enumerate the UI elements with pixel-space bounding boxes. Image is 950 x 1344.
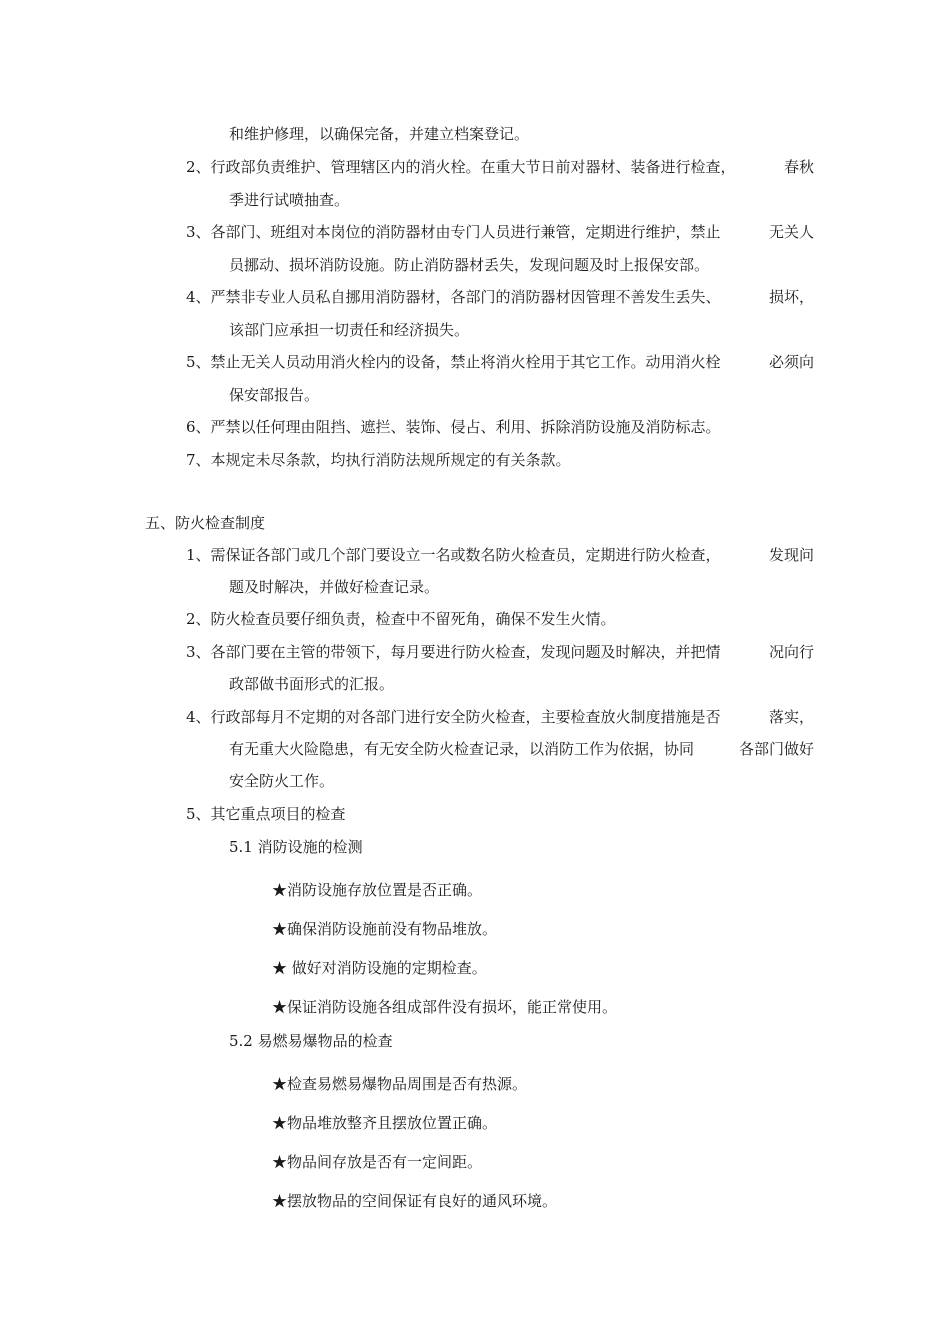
list-item-3-line: [186, 222, 814, 242]
subsection-title: 5.2 易燃易爆物品的检查: [229, 1032, 393, 1050]
list-item-3-line: [186, 642, 814, 662]
list-item-5: 5、其它重点项目的检查: [186, 805, 346, 823]
section-heading: 五、防火检查制度: [145, 514, 266, 532]
bullet-item: ★消防设施存放位置是否正确。: [272, 881, 483, 899]
text-segment: 落实，: [768, 708, 814, 726]
text-segment: 况向行: [768, 643, 814, 661]
text-segment: 有无重大火险隐患，有无安全防火检查记录，以消防工作为依据，协同: [229, 740, 695, 758]
bullet-item: ★ 做好对消防设施的定期检查。: [272, 959, 487, 977]
text-segment: 2、行政部负责维护、管理辖区内的消火栓。在重大节日前对器材、装备进行检查，: [186, 158, 736, 176]
text-segment: 无关人: [768, 223, 814, 241]
paragraph-line: 政部做书面形式的汇报。: [229, 675, 395, 693]
text-segment: 春秋: [783, 158, 814, 176]
paragraph-line: 员挪动、损坏消防设施。防止消防器材丢失，发现问题及时上报保安部。: [229, 256, 710, 274]
paragraph-line: 安全防火工作。: [229, 772, 335, 790]
text-segment: 1、需保证各部门或几个部门要设立一名或数名防火检查员，定期进行防火检查，: [186, 546, 721, 564]
text-segment: 3、各部门、班组对本岗位的消防器材由专门人员进行兼管，定期进行维护，禁止: [186, 223, 721, 241]
text-segment: 3、各部门要在主管的带领下，每月要进行防火检查，发现问题及时解决，并把情: [186, 643, 721, 661]
list-item-4-line: [186, 287, 814, 307]
list-item-2-line: [186, 157, 814, 177]
bullet-item: ★物品间存放是否有一定间距。: [272, 1153, 483, 1171]
paragraph-line: 和维护修理，以确保完备，并建立档案登记。: [229, 125, 530, 143]
list-item-6: 6、严禁以任何理由阻挡、遮拦、装饰、侵占、利用、拆除消防设施及消防标志。: [186, 418, 721, 436]
paragraph-line: 题及时解决，并做好检查记录。: [229, 578, 440, 596]
list-item-5-line: [186, 352, 814, 372]
text-segment: 4、严禁非专业人员私自挪用消防器材，各部门的消防器材因管理不善发生丢失、: [186, 288, 721, 306]
paragraph-line: 季进行试喷抽查。: [229, 191, 350, 209]
text-segment: 5、禁止无关人员动用消火栓内的设备，禁止将消火栓用于其它工作。动用消火栓: [186, 353, 721, 371]
text-segment: 4、行政部每月不定期的对各部门进行安全防火检查，主要检查放火制度措施是否: [186, 708, 721, 726]
text-segment: 各部门做好: [738, 740, 814, 758]
list-item-4-line: [186, 707, 814, 727]
text-segment: 必须向: [768, 353, 814, 371]
text-segment: 损坏，: [768, 288, 814, 306]
bullet-item: ★保证消防设施各组成部件没有损坏，能正常使用。: [272, 998, 618, 1016]
list-item-2: 2、防火检查员要仔细负责，检查中不留死角，确保不发生火情。: [186, 610, 616, 628]
bullet-item: ★物品堆放整齐且摆放位置正确。: [272, 1114, 498, 1132]
bullet-item: ★确保消防设施前没有物品堆放。: [272, 920, 498, 938]
bullet-item: ★检查易燃易爆物品周围是否有热源。: [272, 1075, 528, 1093]
list-item-1-line: [186, 545, 814, 565]
text-segment: 发现问: [768, 546, 814, 564]
list-item-7: 7、本规定未尽条款，均执行消防法规所规定的有关条款。: [186, 451, 571, 469]
paragraph-line: [229, 739, 814, 759]
paragraph-line: 该部门应承担一切责任和经济损失。: [229, 321, 470, 339]
paragraph-line: 保安部报告。: [229, 386, 320, 404]
subsection-title: 5.1 消防设施的检测: [229, 838, 363, 856]
bullet-item: ★摆放物品的空间保证有良好的通风环境。: [272, 1192, 558, 1210]
